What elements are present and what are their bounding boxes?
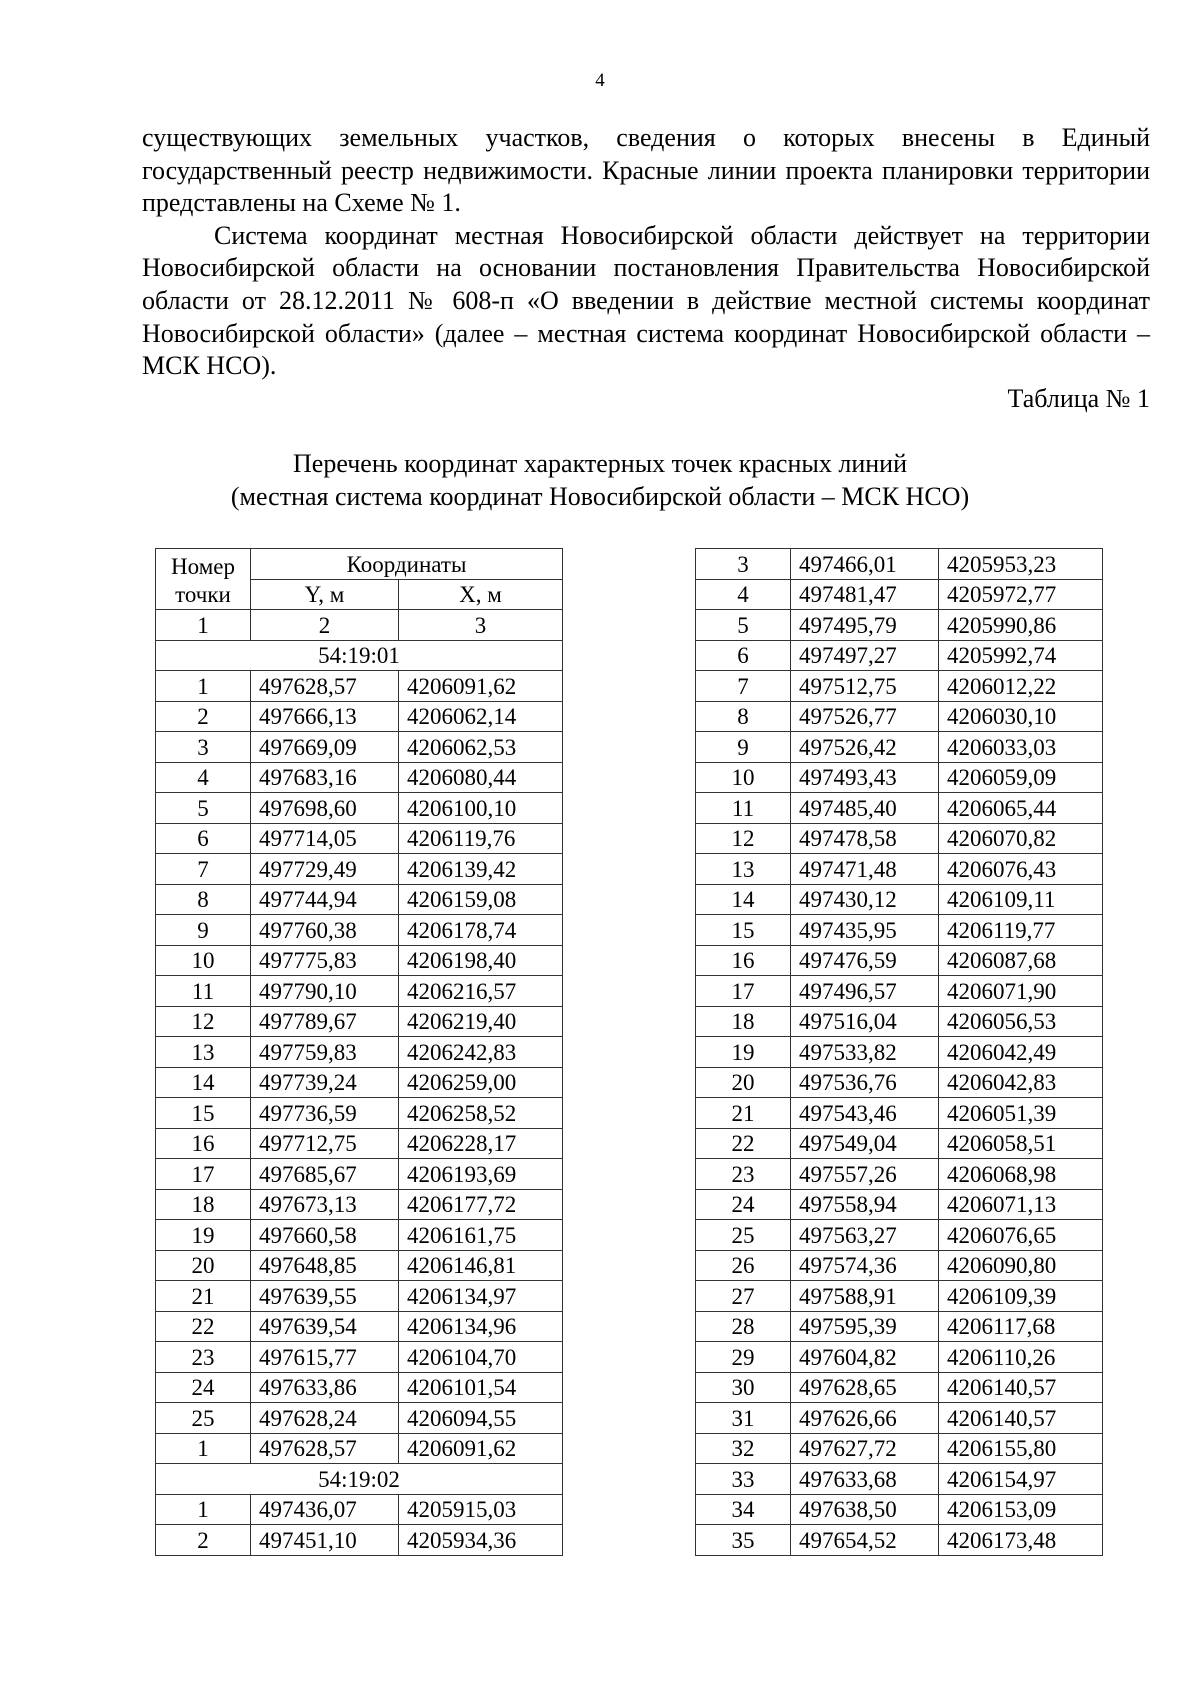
point-number: 17 — [156, 1159, 251, 1190]
point-number: 19 — [696, 1037, 791, 1068]
table-row — [156, 1189, 563, 1220]
table-row — [156, 1342, 563, 1373]
table-row — [156, 732, 563, 763]
y-coordinate: 497549,04 — [791, 1128, 939, 1159]
point-number: 1 — [156, 1433, 251, 1464]
y-coordinate: 497759,83 — [251, 1037, 399, 1068]
paragraph: Система координат местная Новосибирской области действует на территории Новосибирской области на основании постановления Правительства Новосибирской области от 28.12.2011 № 608-п «О введении в действие местной системы координат Новосибирской области» (далее – местная система координат Новосибирской области – МСК НСО). — [142, 220, 1150, 381]
header-point-number: Номер точки — [156, 549, 251, 610]
table-row — [156, 671, 563, 702]
y-coordinate: 497476,59 — [791, 945, 939, 976]
point-number: 22 — [156, 1311, 251, 1342]
point-number: 27 — [696, 1281, 791, 1312]
x-coordinate: 4206154,97 — [939, 1464, 1103, 1495]
header-y: Y, м — [251, 579, 399, 610]
table-label: Таблица № 1 — [1007, 383, 1150, 413]
table-row — [156, 1067, 563, 1098]
table-row — [156, 701, 563, 732]
table-row — [156, 1494, 563, 1525]
table-row — [156, 1311, 563, 1342]
y-coordinate: 497471,48 — [791, 854, 939, 885]
x-coordinate: 4206159,08 — [399, 884, 563, 915]
y-coordinate: 497654,52 — [791, 1525, 939, 1556]
section-row — [156, 640, 563, 671]
table-row — [696, 762, 1103, 793]
table-row — [156, 1159, 563, 1190]
point-number: 13 — [696, 854, 791, 885]
x-coordinate: 4206242,83 — [399, 1037, 563, 1068]
point-number: 20 — [156, 1250, 251, 1281]
x-coordinate: 4206030,10 — [939, 701, 1103, 732]
x-coordinate: 4206153,09 — [939, 1494, 1103, 1525]
x-coordinate: 4206070,82 — [939, 823, 1103, 854]
y-coordinate: 497729,49 — [251, 854, 399, 885]
table-row — [696, 1189, 1103, 1220]
table-row — [696, 976, 1103, 1007]
table-row — [156, 1220, 563, 1251]
x-coordinate: 4206259,00 — [399, 1067, 563, 1098]
point-number: 19 — [156, 1220, 251, 1251]
table-row — [156, 915, 563, 946]
point-number: 4 — [156, 762, 251, 793]
table-row — [696, 1281, 1103, 1312]
section-name: 54:19:01 — [156, 640, 563, 671]
coordinates-table-left — [155, 548, 563, 1556]
y-coordinate: 497633,68 — [791, 1464, 939, 1495]
point-number: 5 — [696, 610, 791, 641]
x-coordinate: 4205992,74 — [939, 640, 1103, 671]
x-coordinate: 4206178,74 — [399, 915, 563, 946]
table-row — [696, 640, 1103, 671]
y-coordinate: 497478,58 — [791, 823, 939, 854]
x-coordinate: 4206042,83 — [939, 1067, 1103, 1098]
y-coordinate: 497430,12 — [791, 884, 939, 915]
point-number: 8 — [156, 884, 251, 915]
point-number: 21 — [156, 1281, 251, 1312]
section-name: 54:19:02 — [156, 1464, 563, 1495]
y-coordinate: 497495,79 — [791, 610, 939, 641]
x-coordinate: 4206042,49 — [939, 1037, 1103, 1068]
table-row — [156, 1037, 563, 1068]
point-number: 24 — [156, 1372, 251, 1403]
point-number: 25 — [696, 1220, 791, 1251]
y-coordinate: 497435,95 — [791, 915, 939, 946]
point-number: 29 — [696, 1342, 791, 1373]
x-coordinate: 4206033,03 — [939, 732, 1103, 763]
point-number: 3 — [696, 549, 791, 580]
point-number: 1 — [156, 1494, 251, 1525]
point-number: 18 — [696, 1006, 791, 1037]
table-row — [156, 976, 563, 1007]
table-row — [156, 1006, 563, 1037]
y-coordinate: 497588,91 — [791, 1281, 939, 1312]
point-number: 20 — [696, 1067, 791, 1098]
x-coordinate: 4206076,43 — [939, 854, 1103, 885]
point-number: 23 — [696, 1159, 791, 1190]
y-coordinate: 497628,65 — [791, 1372, 939, 1403]
table-row — [696, 610, 1103, 641]
point-number: 35 — [696, 1525, 791, 1556]
y-coordinate: 497526,42 — [791, 732, 939, 763]
point-number: 14 — [156, 1067, 251, 1098]
table-row — [696, 549, 1103, 580]
x-coordinate: 4205990,86 — [939, 610, 1103, 641]
point-number: 16 — [156, 1128, 251, 1159]
x-coordinate: 4206216,57 — [399, 976, 563, 1007]
point-number: 21 — [696, 1098, 791, 1129]
y-coordinate: 497712,75 — [251, 1128, 399, 1159]
y-coordinate: 497775,83 — [251, 945, 399, 976]
table-row — [696, 1159, 1103, 1190]
x-coordinate: 4206091,62 — [399, 1433, 563, 1464]
y-coordinate: 497666,13 — [251, 701, 399, 732]
column-number: 3 — [399, 610, 563, 641]
y-coordinate: 497669,09 — [251, 732, 399, 763]
x-coordinate: 4206228,17 — [399, 1128, 563, 1159]
point-number: 11 — [696, 793, 791, 824]
y-coordinate: 497639,55 — [251, 1281, 399, 1312]
table-row — [156, 1403, 563, 1434]
table-row — [696, 1220, 1103, 1251]
y-coordinate: 497660,58 — [251, 1220, 399, 1251]
y-coordinate: 497485,40 — [791, 793, 939, 824]
x-coordinate: 4206110,26 — [939, 1342, 1103, 1373]
column-number: 2 — [251, 610, 399, 641]
coordinates-table-right — [695, 548, 1103, 1556]
y-coordinate: 497739,24 — [251, 1067, 399, 1098]
y-coordinate: 497558,94 — [791, 1189, 939, 1220]
x-coordinate: 4205972,77 — [939, 579, 1103, 610]
point-number: 26 — [696, 1250, 791, 1281]
point-number: 16 — [696, 945, 791, 976]
table-title-line: (местная система координат Новосибирской области – МСК НСО) — [230, 481, 970, 511]
table-row — [156, 823, 563, 854]
point-number: 13 — [156, 1037, 251, 1068]
x-coordinate: 4206090,80 — [939, 1250, 1103, 1281]
point-number: 17 — [696, 976, 791, 1007]
point-number: 32 — [696, 1433, 791, 1464]
point-number: 18 — [156, 1189, 251, 1220]
point-number: 12 — [696, 823, 791, 854]
y-coordinate: 497615,77 — [251, 1342, 399, 1373]
x-coordinate: 4206119,76 — [399, 823, 563, 854]
header-coordinates: Координаты — [251, 549, 563, 580]
table-row — [156, 854, 563, 885]
table-row — [156, 884, 563, 915]
x-coordinate: 4206198,40 — [399, 945, 563, 976]
table-row — [156, 1372, 563, 1403]
table-row — [696, 915, 1103, 946]
table-row — [156, 1433, 563, 1464]
x-coordinate: 4206101,54 — [399, 1372, 563, 1403]
point-number: 10 — [696, 762, 791, 793]
x-coordinate: 4206146,81 — [399, 1250, 563, 1281]
point-number: 9 — [696, 732, 791, 763]
point-number: 8 — [696, 701, 791, 732]
y-coordinate: 497633,86 — [251, 1372, 399, 1403]
x-coordinate: 4206155,80 — [939, 1433, 1103, 1464]
x-coordinate: 4206134,97 — [399, 1281, 563, 1312]
point-number: 6 — [696, 640, 791, 671]
x-coordinate: 4205953,23 — [939, 549, 1103, 580]
x-coordinate: 4206100,10 — [399, 793, 563, 824]
table-row — [696, 1464, 1103, 1495]
table-row — [156, 1098, 563, 1129]
y-coordinate: 497481,47 — [791, 579, 939, 610]
point-number: 14 — [696, 884, 791, 915]
point-number: 23 — [156, 1342, 251, 1373]
x-coordinate: 4206051,39 — [939, 1098, 1103, 1129]
point-number: 4 — [696, 579, 791, 610]
point-number: 3 — [156, 732, 251, 763]
y-coordinate: 497628,57 — [251, 1433, 399, 1464]
point-number: 6 — [156, 823, 251, 854]
y-coordinate: 497628,57 — [251, 671, 399, 702]
y-coordinate: 497543,46 — [791, 1098, 939, 1129]
y-coordinate: 497639,54 — [251, 1311, 399, 1342]
body-text — [142, 122, 1150, 415]
x-coordinate: 4206087,68 — [939, 945, 1103, 976]
point-number: 25 — [156, 1403, 251, 1434]
point-number: 30 — [696, 1372, 791, 1403]
point-number: 9 — [156, 915, 251, 946]
y-coordinate: 497512,75 — [791, 671, 939, 702]
table-row — [696, 1067, 1103, 1098]
table-row — [696, 1037, 1103, 1068]
point-number: 2 — [156, 701, 251, 732]
point-number: 10 — [156, 945, 251, 976]
table-row — [696, 854, 1103, 885]
y-coordinate: 497451,10 — [251, 1525, 399, 1556]
point-number: 28 — [696, 1311, 791, 1342]
table-row — [156, 1250, 563, 1281]
y-coordinate: 497627,72 — [791, 1433, 939, 1464]
x-coordinate: 4206193,69 — [399, 1159, 563, 1190]
x-coordinate: 4206109,39 — [939, 1281, 1103, 1312]
table-row — [696, 823, 1103, 854]
y-coordinate: 497595,39 — [791, 1311, 939, 1342]
x-coordinate: 4206173,48 — [939, 1525, 1103, 1556]
table-row — [696, 1098, 1103, 1129]
table-title — [0, 448, 1200, 513]
y-coordinate: 497497,27 — [791, 640, 939, 671]
point-number: 34 — [696, 1494, 791, 1525]
page-number: 4 — [595, 70, 605, 91]
table-row — [696, 1525, 1103, 1556]
header-x: X, м — [399, 579, 563, 610]
x-coordinate: 4206091,62 — [399, 671, 563, 702]
x-coordinate: 4206161,75 — [399, 1220, 563, 1251]
table-row — [696, 1006, 1103, 1037]
table-title-line: Перечень координат характерных точек красных линий — [293, 449, 907, 478]
x-coordinate: 4206219,40 — [399, 1006, 563, 1037]
table-row — [696, 1250, 1103, 1281]
x-coordinate: 4206177,72 — [399, 1189, 563, 1220]
table-row — [156, 1281, 563, 1312]
point-number: 12 — [156, 1006, 251, 1037]
x-coordinate: 4206058,51 — [939, 1128, 1103, 1159]
table-row — [156, 762, 563, 793]
point-number: 7 — [696, 671, 791, 702]
point-number: 5 — [156, 793, 251, 824]
y-coordinate: 497714,05 — [251, 823, 399, 854]
x-coordinate: 4206139,42 — [399, 854, 563, 885]
point-number: 15 — [156, 1098, 251, 1129]
x-coordinate: 4206056,53 — [939, 1006, 1103, 1037]
point-number: 2 — [156, 1525, 251, 1556]
point-number: 31 — [696, 1403, 791, 1434]
y-coordinate: 497683,16 — [251, 762, 399, 793]
x-coordinate: 4206094,55 — [399, 1403, 563, 1434]
paragraph: существующих земельных участков, сведения о которых внесены в Единый государственный реестр недвижимости. Красные линии проекта планировки территории представлены на Схеме № 1. — [142, 123, 1150, 218]
table-row — [696, 945, 1103, 976]
table-row — [156, 1128, 563, 1159]
x-coordinate: 4206119,77 — [939, 915, 1103, 946]
x-coordinate: 4206059,09 — [939, 762, 1103, 793]
table-row — [696, 1403, 1103, 1434]
y-coordinate: 497516,04 — [791, 1006, 939, 1037]
x-coordinate: 4206140,57 — [939, 1372, 1103, 1403]
x-coordinate: 4206068,98 — [939, 1159, 1103, 1190]
x-coordinate: 4206062,14 — [399, 701, 563, 732]
table-row — [696, 1433, 1103, 1464]
column-number: 1 — [156, 610, 251, 641]
y-coordinate: 497604,82 — [791, 1342, 939, 1373]
x-coordinate: 4206071,90 — [939, 976, 1103, 1007]
x-coordinate: 4206012,22 — [939, 671, 1103, 702]
y-coordinate: 497760,38 — [251, 915, 399, 946]
table-row — [156, 793, 563, 824]
table-row — [156, 1525, 563, 1556]
point-number: 33 — [696, 1464, 791, 1495]
y-coordinate: 497698,60 — [251, 793, 399, 824]
table-row — [696, 793, 1103, 824]
table-row — [696, 579, 1103, 610]
y-coordinate: 497466,01 — [791, 549, 939, 580]
y-coordinate: 497626,66 — [791, 1403, 939, 1434]
y-coordinate: 497496,57 — [791, 976, 939, 1007]
x-coordinate: 4205934,36 — [399, 1525, 563, 1556]
point-number: 24 — [696, 1189, 791, 1220]
table-row — [156, 945, 563, 976]
y-coordinate: 497533,82 — [791, 1037, 939, 1068]
table-row — [696, 732, 1103, 763]
x-coordinate: 4206076,65 — [939, 1220, 1103, 1251]
x-coordinate: 4206080,44 — [399, 762, 563, 793]
point-number: 22 — [696, 1128, 791, 1159]
y-coordinate: 497563,27 — [791, 1220, 939, 1251]
y-coordinate: 497574,36 — [791, 1250, 939, 1281]
y-coordinate: 497493,43 — [791, 762, 939, 793]
y-coordinate: 497536,76 — [791, 1067, 939, 1098]
y-coordinate: 497685,67 — [251, 1159, 399, 1190]
table-row — [696, 1372, 1103, 1403]
y-coordinate: 497526,77 — [791, 701, 939, 732]
table-row — [696, 1128, 1103, 1159]
y-coordinate: 497628,24 — [251, 1403, 399, 1434]
section-row — [156, 1464, 563, 1495]
y-coordinate: 497673,13 — [251, 1189, 399, 1220]
x-coordinate: 4206140,57 — [939, 1403, 1103, 1434]
x-coordinate: 4206104,70 — [399, 1342, 563, 1373]
table-row — [696, 884, 1103, 915]
x-coordinate: 4206109,11 — [939, 884, 1103, 915]
x-coordinate: 4206071,13 — [939, 1189, 1103, 1220]
y-coordinate: 497436,07 — [251, 1494, 399, 1525]
x-coordinate: 4206258,52 — [399, 1098, 563, 1129]
x-coordinate: 4206117,68 — [939, 1311, 1103, 1342]
y-coordinate: 497789,67 — [251, 1006, 399, 1037]
y-coordinate: 497648,85 — [251, 1250, 399, 1281]
table-row — [696, 671, 1103, 702]
point-number: 11 — [156, 976, 251, 1007]
table-row — [696, 701, 1103, 732]
x-coordinate: 4206065,44 — [939, 793, 1103, 824]
table-row — [696, 1311, 1103, 1342]
point-number: 1 — [156, 671, 251, 702]
y-coordinate: 497638,50 — [791, 1494, 939, 1525]
x-coordinate: 4206134,96 — [399, 1311, 563, 1342]
point-number: 15 — [696, 915, 791, 946]
table-row — [696, 1494, 1103, 1525]
y-coordinate: 497557,26 — [791, 1159, 939, 1190]
y-coordinate: 497790,10 — [251, 976, 399, 1007]
x-coordinate: 4205915,03 — [399, 1494, 563, 1525]
y-coordinate: 497744,94 — [251, 884, 399, 915]
table-row — [696, 1342, 1103, 1373]
point-number: 7 — [156, 854, 251, 885]
y-coordinate: 497736,59 — [251, 1098, 399, 1129]
x-coordinate: 4206062,53 — [399, 732, 563, 763]
